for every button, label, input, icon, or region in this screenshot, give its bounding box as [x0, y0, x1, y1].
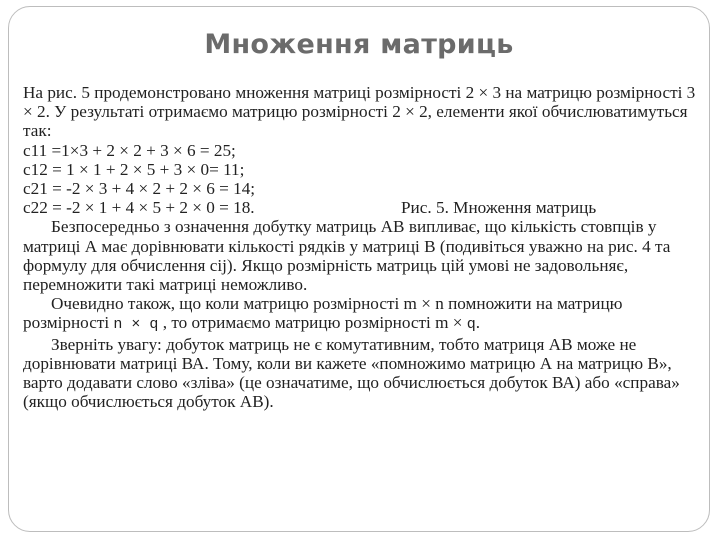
equation-c11: c11 =1×3 + 2 × 2 + 3 × 6 = 25; — [23, 140, 236, 160]
equation-c21: c21 = -2 × 3 + 4 × 2 + 2 × 6 = 14; — [23, 179, 256, 199]
size-dims-q: q — [466, 316, 476, 334]
equation-c12: c12 = 1 × 1 + 2 × 5 + 3 × 0= 11; — [23, 159, 245, 179]
size-paragraph-start: Очевидно також, що коли матрицю розмірності m × n помножити на матрицю розмірності — [23, 294, 623, 333]
figure-caption: Рис. 5. Множення матриць — [401, 198, 597, 218]
size-paragraph-mid: , то отримаємо матрицю розмірності m × — [162, 313, 463, 333]
equation-row — [23, 141, 703, 160]
size-dims-nq: n × q — [113, 316, 159, 334]
equation-row — [23, 198, 703, 217]
slide-frame — [8, 6, 710, 532]
size-paragraph — [23, 294, 703, 334]
equation-c22: c22 = -2 × 1 + 4 × 5 + 2 × 0 = 18. — [23, 198, 255, 218]
equation-row — [23, 160, 703, 179]
slide-title: Множення матриць — [204, 29, 514, 60]
noncommutative-paragraph: Зверніть увагу: добуток матриць не є комутативним, тобто матриця АВ може не дорівнювати матриці ВА. Тому, коли ви кажете «помножимо матрицю А на матрицю В», варто додавати слово «зліва» (це означатиме, що обчислюється добуток ВА) або «справа» (якщо обчислюється добуток АВ). — [23, 334, 680, 412]
size-paragraph-end: . — [475, 313, 481, 333]
compatibility-paragraph: Безпосередньо з означення добутку матриць АВ випливає, що кількість стовпців у матриці А має дорівнювати кількості рядків у матриці В (подивіться уважно на рис. 4 та формулу для обчислення cij). Якщо розмірність матриць цій умові не задовольняє, перемножити такі матриці неможливо. — [23, 217, 671, 295]
equation-row — [23, 179, 703, 198]
intro-paragraph: На рис. 5 продемонстровано множення матриці розмірності 2 × 3 на матрицю розмірності 3 × 2. У результаті отримаємо матрицю розмірності 2 × 2, елементи якої обчислюватимуться так: — [23, 83, 696, 141]
slide-body — [23, 83, 703, 411]
